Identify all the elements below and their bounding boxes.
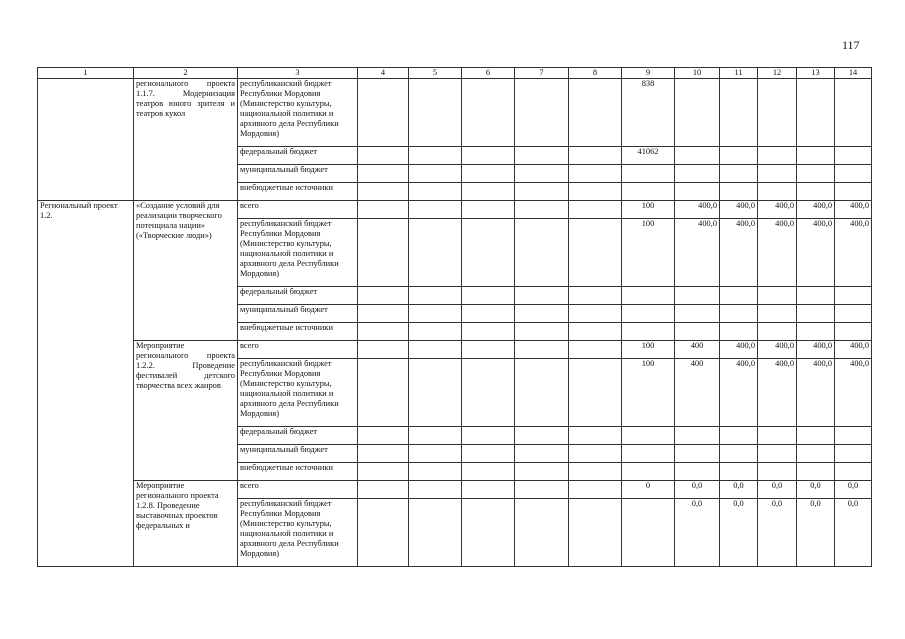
empty-cell <box>622 305 675 323</box>
value-cell: 400,0 <box>720 341 758 359</box>
source-extra: внебюджетные источники <box>238 463 358 481</box>
empty-cell <box>675 287 720 305</box>
empty-cell <box>622 165 675 183</box>
measure-1-2-2-name: Мероприятие регионального проекта 1.2.2. Проведение фестивалей детского творчества всех жанров <box>134 341 238 481</box>
empty-cell <box>462 79 515 147</box>
header-cell: 6 <box>462 68 515 79</box>
value-cell: 0,0 <box>758 499 797 567</box>
empty-cell <box>515 219 569 287</box>
empty-cell <box>797 165 835 183</box>
empty-cell <box>409 463 462 481</box>
empty-cell <box>515 341 569 359</box>
empty-cell <box>569 463 622 481</box>
empty-cell <box>462 341 515 359</box>
value-cell: 400,0 <box>835 341 872 359</box>
empty-cell <box>720 287 758 305</box>
regional-project-1-2-label: Региональный проект 1.2. <box>38 201 134 567</box>
table-row <box>38 481 872 499</box>
empty-cell <box>462 219 515 287</box>
empty-cell <box>569 305 622 323</box>
source-extra: внебюджетные источники <box>238 183 358 201</box>
empty-cell <box>462 359 515 427</box>
empty-cell <box>797 427 835 445</box>
empty-cell <box>835 445 872 463</box>
empty-cell <box>720 305 758 323</box>
empty-cell <box>462 147 515 165</box>
empty-cell <box>720 183 758 201</box>
header-cell: 10 <box>675 68 720 79</box>
empty-cell <box>515 287 569 305</box>
value-cell: 400,0 <box>797 359 835 427</box>
empty-cell <box>409 287 462 305</box>
value-cell: 400,0 <box>835 219 872 287</box>
empty-cell <box>720 323 758 341</box>
value-cell: 100 <box>622 341 675 359</box>
empty-cell <box>462 463 515 481</box>
empty-cell <box>835 165 872 183</box>
empty-cell <box>358 147 409 165</box>
header-cell: 2 <box>134 68 238 79</box>
empty-cell <box>758 463 797 481</box>
header-row <box>38 68 872 79</box>
empty-cell <box>835 183 872 201</box>
value-cell: 400,0 <box>720 201 758 219</box>
value-cell: 0,0 <box>720 499 758 567</box>
empty-cell <box>569 427 622 445</box>
empty-cell <box>835 427 872 445</box>
empty-cell <box>409 481 462 499</box>
empty-cell <box>622 445 675 463</box>
empty-cell <box>675 305 720 323</box>
empty-cell <box>515 445 569 463</box>
source-republic: республиканский бюджет Республики Мордовия (Министерство культуры, национальной политики и архивного дела Республики Мордовия) <box>238 79 358 147</box>
empty-cell <box>758 445 797 463</box>
value-cell: 400,0 <box>758 359 797 427</box>
empty-cell <box>675 147 720 165</box>
empty-cell <box>462 481 515 499</box>
empty-cell <box>569 79 622 147</box>
empty-cell <box>409 219 462 287</box>
empty-cell <box>569 183 622 201</box>
source-municipal: муниципальный бюджет <box>238 445 358 463</box>
header-cell: 1 <box>38 68 134 79</box>
header-cell: 4 <box>358 68 409 79</box>
empty-cell <box>675 165 720 183</box>
empty-cell <box>675 323 720 341</box>
empty-cell <box>409 79 462 147</box>
page-number: 117 <box>842 38 860 52</box>
value-cell: 400,0 <box>797 341 835 359</box>
source-extra: внебюджетные источники <box>238 323 358 341</box>
value-cell: 400,0 <box>720 359 758 427</box>
empty-cell <box>835 287 872 305</box>
empty-cell <box>515 481 569 499</box>
table-row <box>38 201 872 219</box>
header-cell: 3 <box>238 68 358 79</box>
empty-cell <box>758 323 797 341</box>
empty-cell <box>758 165 797 183</box>
empty-cell <box>409 183 462 201</box>
value-cell: 0,0 <box>758 481 797 499</box>
empty-cell <box>409 499 462 567</box>
empty-cell <box>358 445 409 463</box>
empty-cell <box>720 79 758 147</box>
value-cell: 0,0 <box>797 481 835 499</box>
empty-cell <box>462 305 515 323</box>
value-cell: 41062 <box>622 147 675 165</box>
cell-empty <box>38 79 134 201</box>
value-cell <box>622 499 675 567</box>
empty-cell <box>758 287 797 305</box>
empty-cell <box>797 305 835 323</box>
empty-cell <box>720 445 758 463</box>
empty-cell <box>358 427 409 445</box>
empty-cell <box>409 427 462 445</box>
empty-cell <box>797 147 835 165</box>
regional-project-1-2-name: «Создание условий для реализации творческого потенциала нации» («Творческие люди») <box>134 201 238 341</box>
empty-cell <box>358 481 409 499</box>
empty-cell <box>358 341 409 359</box>
header-cell: 11 <box>720 68 758 79</box>
empty-cell <box>797 183 835 201</box>
empty-cell <box>569 481 622 499</box>
empty-cell <box>758 305 797 323</box>
header-cell: 5 <box>409 68 462 79</box>
empty-cell <box>720 427 758 445</box>
empty-cell <box>797 445 835 463</box>
empty-cell <box>515 79 569 147</box>
empty-cell <box>569 219 622 287</box>
empty-cell <box>358 79 409 147</box>
empty-cell <box>758 183 797 201</box>
empty-cell <box>515 165 569 183</box>
source-federal: федеральный бюджет <box>238 427 358 445</box>
source-republic: республиканский бюджет Республики Мордовия (Министерство культуры, национальной политики и архивного дела Республики Мордовия) <box>238 359 358 427</box>
empty-cell <box>409 445 462 463</box>
empty-cell <box>515 323 569 341</box>
empty-cell <box>797 463 835 481</box>
value-cell: 0,0 <box>675 481 720 499</box>
empty-cell <box>622 183 675 201</box>
value-cell: 100 <box>622 219 675 287</box>
empty-cell <box>462 287 515 305</box>
empty-cell <box>569 323 622 341</box>
source-total: всего <box>238 481 358 499</box>
empty-cell <box>462 165 515 183</box>
empty-cell <box>515 147 569 165</box>
value-cell: 400,0 <box>720 219 758 287</box>
value-cell: 838 <box>622 79 675 147</box>
source-municipal: муниципальный бюджет <box>238 165 358 183</box>
empty-cell <box>515 463 569 481</box>
empty-cell <box>462 499 515 567</box>
empty-cell <box>569 287 622 305</box>
value-cell: 400 <box>675 359 720 427</box>
header-cell: 9 <box>622 68 675 79</box>
value-cell: 400,0 <box>797 219 835 287</box>
empty-cell <box>515 359 569 427</box>
empty-cell <box>569 445 622 463</box>
value-cell: 0,0 <box>797 499 835 567</box>
empty-cell <box>462 183 515 201</box>
header-cell: 14 <box>835 68 872 79</box>
empty-cell <box>622 287 675 305</box>
empty-cell <box>358 323 409 341</box>
empty-cell <box>358 183 409 201</box>
empty-cell <box>835 305 872 323</box>
value-cell: 400,0 <box>758 341 797 359</box>
empty-cell <box>758 147 797 165</box>
empty-cell <box>622 427 675 445</box>
empty-cell <box>358 201 409 219</box>
table-row <box>38 341 872 359</box>
empty-cell <box>622 463 675 481</box>
empty-cell <box>720 147 758 165</box>
value-cell: 400,0 <box>797 201 835 219</box>
empty-cell <box>569 147 622 165</box>
table-row <box>38 79 872 147</box>
value-cell: 100 <box>622 201 675 219</box>
empty-cell <box>515 427 569 445</box>
empty-cell <box>515 201 569 219</box>
empty-cell <box>720 463 758 481</box>
empty-cell <box>675 463 720 481</box>
value-cell: 0,0 <box>835 499 872 567</box>
empty-cell <box>569 341 622 359</box>
value-cell: 400,0 <box>675 201 720 219</box>
empty-cell <box>358 499 409 567</box>
empty-cell <box>358 219 409 287</box>
empty-cell <box>675 445 720 463</box>
empty-cell <box>797 287 835 305</box>
empty-cell <box>569 165 622 183</box>
value-cell: 0,0 <box>675 499 720 567</box>
source-republic: республиканский бюджет Республики Мордовия (Министерство культуры, национальной политики и архивного дела Республики Мордовия) <box>238 219 358 287</box>
empty-cell <box>358 287 409 305</box>
empty-cell <box>758 427 797 445</box>
source-federal: федеральный бюджет <box>238 147 358 165</box>
empty-cell <box>797 323 835 341</box>
value-cell: 0 <box>622 481 675 499</box>
empty-cell <box>409 359 462 427</box>
empty-cell <box>675 183 720 201</box>
empty-cell <box>358 305 409 323</box>
empty-cell <box>358 463 409 481</box>
header-cell: 8 <box>569 68 622 79</box>
empty-cell <box>622 323 675 341</box>
value-cell: 0,0 <box>720 481 758 499</box>
empty-cell <box>409 323 462 341</box>
empty-cell <box>569 499 622 567</box>
empty-cell <box>462 323 515 341</box>
value-cell: 0,0 <box>835 481 872 499</box>
value-cell: 400,0 <box>835 359 872 427</box>
value-cell: 400 <box>675 341 720 359</box>
empty-cell <box>409 201 462 219</box>
empty-cell <box>835 147 872 165</box>
empty-cell <box>462 427 515 445</box>
header-cell: 12 <box>758 68 797 79</box>
empty-cell <box>675 427 720 445</box>
source-total: всего <box>238 201 358 219</box>
measure-1-2-8-name: Мероприятие регионального проекта 1.2.8. Проведение выставочных проектов федеральных и <box>134 481 238 567</box>
header-cell: 7 <box>515 68 569 79</box>
empty-cell <box>515 183 569 201</box>
empty-cell <box>409 165 462 183</box>
value-cell: 400,0 <box>675 219 720 287</box>
budget-table <box>37 67 872 567</box>
source-republic: республиканский бюджет Республики Мордовия (Министерство культуры, национальной политики и архивного дела Республики Мордовия) <box>238 499 358 567</box>
header-cell: 13 <box>797 68 835 79</box>
measure-1-1-7-name: регионального проекта 1.1.7. Модернизация театров юного зрителя и театров кукол <box>134 79 238 201</box>
value-cell: 400,0 <box>758 201 797 219</box>
empty-cell <box>462 201 515 219</box>
empty-cell <box>835 79 872 147</box>
empty-cell <box>358 165 409 183</box>
empty-cell <box>835 323 872 341</box>
value-cell: 400,0 <box>758 219 797 287</box>
source-total: всего <box>238 341 358 359</box>
empty-cell <box>409 147 462 165</box>
value-cell: 100 <box>622 359 675 427</box>
empty-cell <box>569 359 622 427</box>
source-federal: федеральный бюджет <box>238 287 358 305</box>
empty-cell <box>409 305 462 323</box>
empty-cell <box>720 165 758 183</box>
empty-cell <box>569 201 622 219</box>
empty-cell <box>835 463 872 481</box>
source-municipal: муниципальный бюджет <box>238 305 358 323</box>
empty-cell <box>358 359 409 427</box>
empty-cell <box>515 499 569 567</box>
empty-cell <box>675 79 720 147</box>
empty-cell <box>462 445 515 463</box>
empty-cell <box>409 341 462 359</box>
empty-cell <box>758 79 797 147</box>
empty-cell <box>797 79 835 147</box>
empty-cell <box>515 305 569 323</box>
value-cell: 400,0 <box>835 201 872 219</box>
